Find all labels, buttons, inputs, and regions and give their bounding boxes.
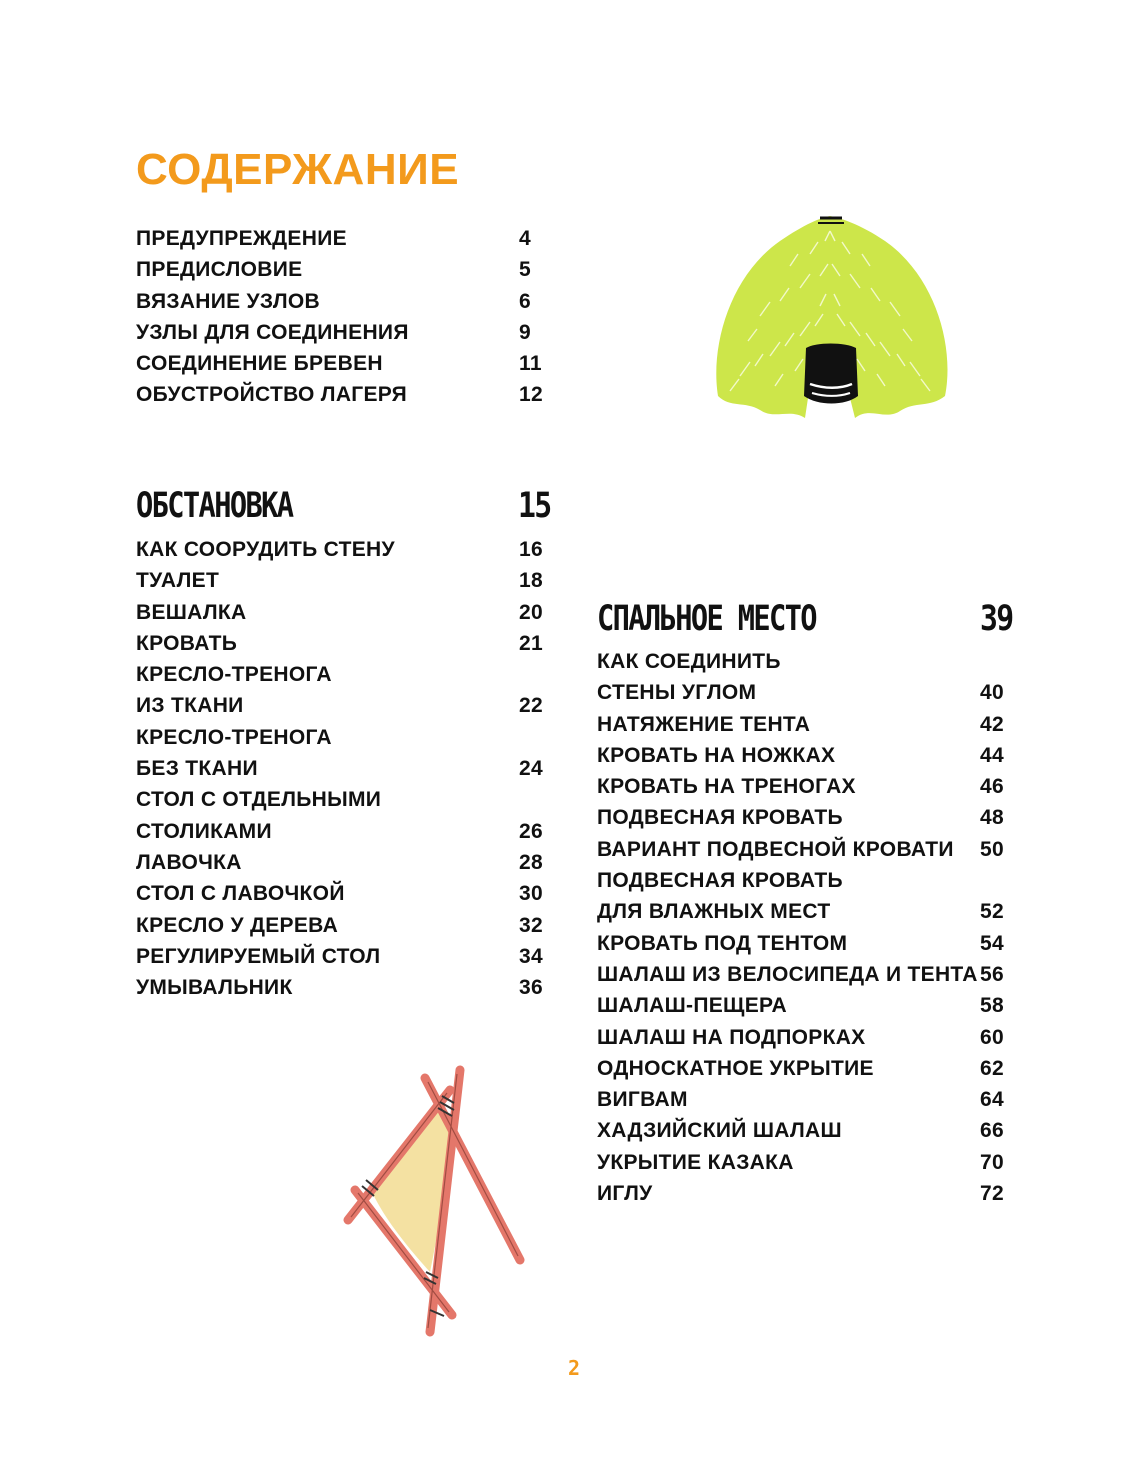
toc-entry-page: 6 (519, 289, 531, 313)
toc-entry-title: СОЕДИНЕНИЕ БРЕВЕН (136, 352, 383, 376)
sleeping-list (597, 646, 1017, 1209)
toc-entry-title: ПОДВЕСНАЯ КРОВАТЬ (597, 806, 843, 830)
toc-entry-page: 30 (519, 882, 543, 906)
toc-entry-page: 5 (519, 258, 531, 282)
toc-entry-title: ОБУСТРОЙСТВО ЛАГЕРЯ (136, 383, 407, 407)
toc-entry[interactable] (136, 565, 556, 596)
toc-entry[interactable] (597, 677, 1017, 708)
toc-entry[interactable] (136, 379, 556, 410)
toc-entry[interactable] (136, 254, 556, 285)
toc-entry-page: 54 (980, 931, 1004, 955)
tripod-chair-icon (330, 1060, 550, 1350)
section-page-sleeping: 39 (980, 599, 1013, 639)
toc-entry[interactable] (597, 896, 1017, 927)
toc-entry[interactable] (597, 1022, 1017, 1053)
toc-entry[interactable] (136, 348, 556, 379)
toc-entry-title: РЕГУЛИРУЕМЫЙ СТОЛ (136, 944, 381, 968)
toc-entry[interactable] (136, 317, 556, 348)
toc-entry-page: 62 (980, 1056, 1004, 1080)
toc-entry[interactable] (597, 959, 1017, 990)
toc-entry-page: 48 (980, 806, 1004, 830)
intro-list (136, 223, 556, 411)
toc-entry-title: БЕЗ ТКАНИ (136, 757, 258, 781)
toc-entry-title: ПОДВЕСНАЯ КРОВАТЬ (597, 869, 843, 893)
toc-entry[interactable] (136, 534, 556, 565)
toc-entry[interactable] (597, 1115, 1017, 1146)
toc-entry[interactable] (136, 628, 556, 659)
page-number: 2 (568, 1356, 581, 1380)
toc-entry-page: 24 (519, 757, 543, 781)
toc-entry-title: ТУАЛЕТ (136, 569, 220, 593)
toc-entry-title: КРЕСЛО У ДЕРЕВА (136, 913, 339, 937)
toc-entry-title: ЛАВОЧКА (136, 850, 242, 874)
section-page-furniture: 15 (518, 486, 551, 526)
toc-entry-page: 34 (519, 944, 543, 968)
toc-entry[interactable] (597, 802, 1017, 833)
toc-entry-title: СТОЛ С ЛАВОЧКОЙ (136, 882, 345, 906)
toc-entry[interactable] (136, 816, 556, 847)
toc-entry-page: 56 (980, 962, 1004, 986)
toc-entry-page: 40 (980, 681, 1004, 705)
toc-entry-title: ДЛЯ ВЛАЖНЫХ МЕСТ (597, 900, 831, 924)
toc-entry-page: 16 (519, 538, 543, 561)
toc-entry[interactable] (597, 928, 1017, 959)
toc-entry-page: 21 (519, 631, 543, 655)
toc-entry-page: 11 (519, 352, 542, 376)
toc-entry-title: ПРЕДУПРЕЖДЕНИЕ (136, 227, 347, 250)
toc-entry-page: 72 (980, 1182, 1004, 1206)
toc-entry-title: ШАЛАШ-ПЕЩЕРА (597, 994, 787, 1018)
toc-entry-title: ИЗ ТКАНИ (136, 694, 244, 718)
toc-entry-page: 42 (980, 712, 1004, 736)
toc-entry-page: 70 (980, 1150, 1004, 1174)
toc-entry[interactable] (136, 878, 556, 909)
toc-entry-title: КАК СОЕДИНИТЬ (597, 650, 781, 673)
toc-entry-page: 9 (519, 320, 531, 344)
toc-entry-title: НАТЯЖЕНИЕ ТЕНТА (597, 712, 811, 736)
toc-entry[interactable] (136, 910, 556, 941)
toc-entry[interactable] (597, 1084, 1017, 1115)
toc-entry-page: 66 (980, 1119, 1004, 1143)
toc-entry-title: КРЕСЛО-ТРЕНОГА (136, 663, 332, 687)
toc-entry-title: КАК СООРУДИТЬ СТЕНУ (136, 538, 395, 561)
toc-entry[interactable] (136, 659, 556, 690)
toc-entry-title: КРОВАТЬ ПОД ТЕНТОМ (597, 931, 848, 955)
toc-entry-title: СТЕНЫ УГЛОМ (597, 681, 757, 705)
toc-entry-title: КРЕСЛО-ТРЕНОГА (136, 725, 332, 749)
toc-entry-page: 20 (519, 600, 543, 624)
toc-entry[interactable] (597, 865, 1017, 896)
toc-entry[interactable] (597, 1147, 1017, 1178)
toc-entry-title: ОДНОСКАТНОЕ УКРЫТИЕ (597, 1056, 874, 1080)
toc-entry-page: 36 (519, 976, 543, 1000)
toc-entry-title: ВИГВАМ (597, 1088, 688, 1112)
toc-entry[interactable] (136, 223, 556, 254)
toc-entry-title: ВЕШАЛКА (136, 600, 247, 624)
toc-entry[interactable] (136, 286, 556, 317)
toc-entry[interactable] (597, 990, 1017, 1021)
toc-entry-page: 12 (519, 383, 543, 407)
furniture-list (136, 534, 556, 1003)
toc-entry[interactable] (597, 646, 1017, 677)
toc-entry[interactable] (136, 597, 556, 628)
toc-entry[interactable] (597, 1053, 1017, 1084)
toc-entry-page: 4 (519, 227, 531, 250)
toc-entry-page: 18 (519, 569, 543, 593)
toc-entry-page: 52 (980, 900, 1004, 924)
toc-entry[interactable] (597, 1178, 1017, 1209)
toc-entry-title: УКРЫТИЕ КАЗАКА (597, 1150, 794, 1174)
toc-entry-title: ВАРИАНТ ПОДВЕСНОЙ КРОВАТИ (597, 837, 954, 861)
toc-entry-page: 28 (519, 850, 543, 874)
section-title-furniture[interactable]: ОБСТАНОВКА (136, 486, 293, 526)
toc-entry[interactable] (597, 771, 1017, 802)
toc-entry-title: ШАЛАШ ИЗ ВЕЛОСИПЕДА И ТЕНТА (597, 962, 978, 986)
section-title-sleeping[interactable]: СПАЛЬНОЕ МЕСТО (597, 599, 816, 639)
toc-entry[interactable] (136, 972, 556, 1003)
toc-entry-title: ВЯЗАНИЕ УЗЛОВ (136, 289, 320, 313)
toc-entry[interactable] (136, 784, 556, 815)
toc-entry-title: КРОВАТЬ НА ТРЕНОГАХ (597, 775, 856, 799)
toc-entry[interactable] (136, 941, 556, 972)
toc-entry-title: СТОЛИКАМИ (136, 819, 272, 843)
toc-entry-page: 26 (519, 819, 543, 843)
toc-entry[interactable] (136, 722, 556, 753)
toc-entry[interactable] (136, 847, 556, 878)
toc-entry-page: 44 (980, 743, 1004, 767)
toc-entry[interactable] (597, 740, 1017, 771)
toc-entry-title: СТОЛ С ОТДЕЛЬНЫМИ (136, 788, 382, 812)
toc-entry[interactable] (136, 690, 556, 721)
toc-entry-title: КРОВАТЬ НА НОЖКАХ (597, 743, 836, 767)
toc-entry-page: 32 (519, 913, 543, 937)
toc-entry-page: 46 (980, 775, 1004, 799)
toc-entry-title: ПРЕДИСЛОВИЕ (136, 258, 303, 282)
toc-entry-title: ХАДЗИЙСКИЙ ШАЛАШ (597, 1119, 842, 1143)
toc-entry-title: УЗЛЫ ДЛЯ СОЕДИНЕНИЯ (136, 320, 409, 344)
toc-entry[interactable] (597, 709, 1017, 740)
toc-entry-title: УМЫВАЛЬНИК (136, 976, 293, 1000)
toc-entry[interactable] (136, 753, 556, 784)
toc-entry-title: КРОВАТЬ (136, 631, 238, 655)
page-title: СОДЕРЖАНИЕ (136, 145, 460, 194)
toc-entry-page: 58 (980, 994, 1004, 1018)
toc-entry-page: 64 (980, 1088, 1004, 1112)
toc-entry-page: 22 (519, 694, 543, 718)
grass-hut-icon (700, 196, 960, 436)
toc-entry-page: 50 (980, 837, 1004, 861)
toc-entry-title: ИГЛУ (597, 1182, 653, 1206)
toc-entry[interactable] (597, 834, 1017, 865)
toc-entry-page: 60 (980, 1025, 1004, 1049)
toc-entry-title: ШАЛАШ НА ПОДПОРКАХ (597, 1025, 866, 1049)
